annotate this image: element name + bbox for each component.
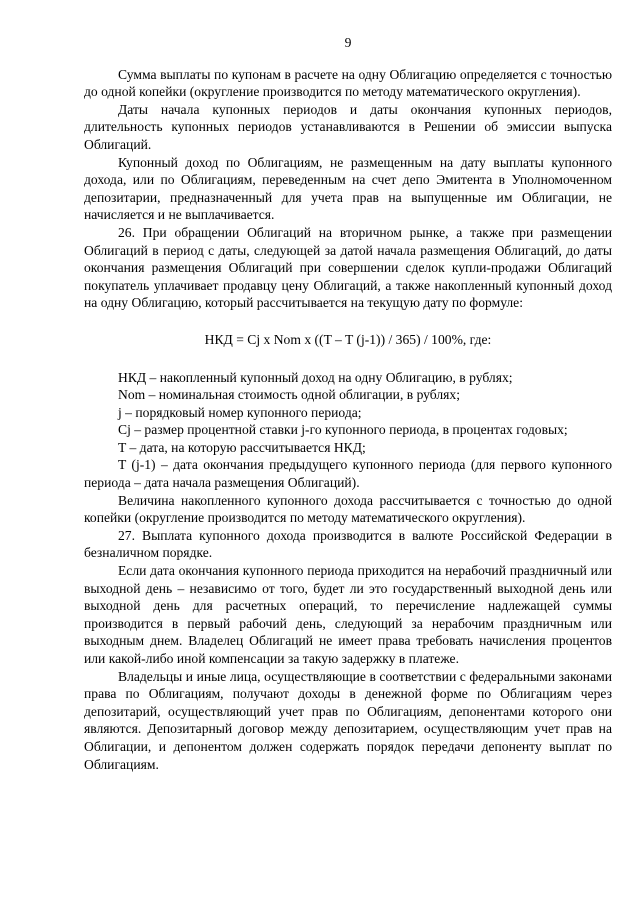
definition-cj: Cj – размер процентной ставки j-го купонного периода, в процентах годовых;	[118, 422, 568, 438]
definition-t: T – дата, на которую рассчитывается НКД;	[118, 439, 366, 455]
definition-t-prev: T (j-1) – дата окончания предыдущего купонного периода (для первого купонного периода – дата начала размещения Облигаций).	[84, 457, 612, 491]
paragraph-holiday-rule: Если дата окончания купонного периода приходится на нерабочий праздничный или выходной день – независимо от того, будет ли это государственный выходной день или выходной день для расчетных операций, то перечисление надлежащей суммы производится в первый рабочий день, следующий за нерабочим праздничным или выходным днем. Владелец Облигаций не имеет права требовать начисления процентов или какой-либо иной компенсации за такую задержку в платеже.	[84, 563, 612, 666]
paragraph-coupon-amount: Сумма выплаты по купонам в расчете на одну Облигацию определяется с точностью до одной копейки (округление производится по методу математического округления).	[84, 66, 612, 100]
paragraph-depositary: Владельцы и иные лица, осуществляющие в соответствии с федеральными законами права по Облигациям, получают доходы в денежной форме по Облигациям через депозитарий, осуществляющий учет прав по Облигациям, депонентами которого они являются. Депозитарный договор между депозитарием, осуществляющим учет прав на Облигации, и депонентом должен содержать порядок передачи депоненту выплат по Облигациям.	[84, 668, 612, 772]
paragraph-unplaced-bonds: Купонный доход по Облигациям, не размещенным на дату выплаты купонного дохода, или по Облигациям, переведенным на счет депо Эмитента в Уполномоченном депозитарии, предназначенный для учета прав на выпущенные им Облигации, не начисляется и не выплачивается.	[84, 154, 612, 223]
definition-nom: Nom – номинальная стоимость одной облигации, в рублях;	[118, 387, 460, 403]
definition-nkd: НКД – накопленный купонный доход на одну Облигацию, в рублях;	[118, 369, 513, 385]
paragraph-nkd-rounding: Величина накопленного купонного дохода рассчитывается с точностью до одной копейки (округление производится по методу математического округления).	[84, 492, 612, 526]
nkd-formula: НКД = Cj x Nom x ((T – T (j-1)) / 365) / 100%, где:	[204, 331, 492, 347]
paragraph-coupon-periods: Даты начала купонных периодов и даты окончания купонных периодов, длительность купонных периодов устанавливаются в Решении об эмиссии выпуска Облигаций.	[84, 101, 612, 152]
paragraph-secondary-market: 26. При обращении Облигаций на вторичном рынке, а также при размещении Облигаций в период с даты, следующей за датой начала размещения Облигаций, до даты окончания размещения Облигаций при совершении сделок купли-продажи Облигаций покупатель уплачивает продавцу цену Облигаций, а также накопленный купонный доход на одну Облигацию, который рассчитывается на текущую дату по формуле:	[84, 224, 612, 311]
definition-j: j – порядковый номер купонного периода;	[118, 404, 362, 420]
paragraph-payment-currency: 27. Выплата купонного дохода производится в валюте Российской Федерации в безналичном порядке.	[84, 527, 612, 561]
page-number: 9	[344, 35, 352, 50]
